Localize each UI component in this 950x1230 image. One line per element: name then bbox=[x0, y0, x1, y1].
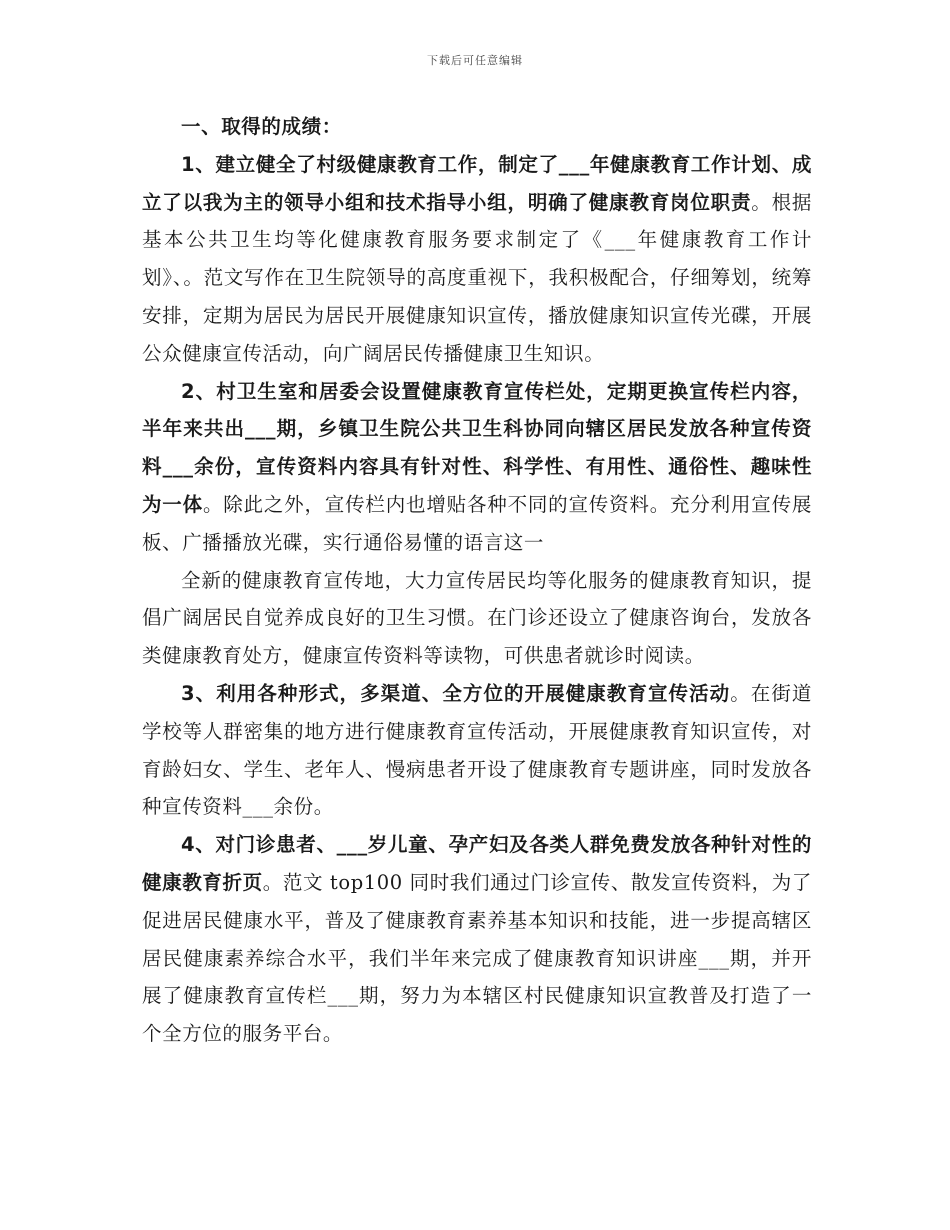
paragraph-1-body: 。根据基本公共卫生均等化健康教育服务要求制定了《___年健康教育工作计划》、。范文写作在卫生院领导的高度重视下，我积极配合，仔细筹划，统筹安排，定期为居民为居民开展健康知识宣传，播放健康知识宣传光碟，开展公众健康宣传活动，向广阔居民传播健康卫生知识。 bbox=[142, 190, 812, 365]
paragraph-4 bbox=[142, 675, 812, 826]
paragraph-2-body: 。除此之外，宣传栏内也增贴各种不同的宣传资料。充分利用宣传展板、广播播放光碟，实行通俗易懂的语言这一 bbox=[142, 492, 812, 554]
paragraph-3-body: 全新的健康教育宣传地，大力宣传居民均等化服务的健康教育知识，提倡广阔居民自觉养成良好的卫生习惯。在门诊还设立了健康咨询台，发放各类健康教育处方，健康宣传资料等读物，可供患者就诊时阅读。 bbox=[142, 568, 812, 668]
page-header-note: 下载后可任意编辑 bbox=[427, 54, 523, 67]
paragraph-4-lead: 3、利用各种形式，多渠道、全方位的开展健康教育宣传活动 bbox=[181, 681, 731, 705]
paragraph-1-lead: 1、建立健全了村级健康教育工作，制定了___年健康教育工作计划、成立了以我为主的领导小组和技术指导小组，明确了健康教育岗位职责 bbox=[142, 152, 812, 214]
paragraph-1 bbox=[142, 146, 812, 373]
document-body bbox=[142, 108, 812, 1053]
paragraph-2 bbox=[142, 373, 812, 562]
paragraph-5 bbox=[142, 826, 812, 1053]
paragraph-5-lead: 4、对门诊患者、___岁儿童、孕产妇及各类人群免费发放各种针对性的健康教育折页 bbox=[142, 833, 812, 894]
paragraph-2-lead: 2、村卫生室和居委会设置健康教育宣传栏处，定期更换宣传栏内容，半年来共出___期，乡镇卫生院公共卫生科协同向辖区居民发放各种宣传资料___余份，宣传资料内容具有针对性、科学性、有用性、通俗性、趣味性为一体 bbox=[142, 379, 812, 516]
section-heading bbox=[142, 108, 812, 146]
section-heading-text: 一、取得的成绩： bbox=[181, 115, 342, 138]
paragraph-5-body: 。范文 top100 同时我们通过门诊宣传、散发宣传资料，为了促进居民健康水平，普及了健康教育素养基本知识和技能，进一步提高辖区居民健康素养综合水平，我们半年来完成了健康教育知识讲座___期，并开展了健康教育宣传栏___期，努力为本辖区村民健康知识宣教普及打造了一个全方位的服务平台。 bbox=[142, 870, 812, 1046]
paragraph-4-body: 。在街道学校等人群密集的地方进行健康教育宣传活动，开展健康教育知识宣传，对育龄妇女、学生、老年人、慢病患者开设了健康教育专题讲座，同时发放各种宣传资料___余份。 bbox=[142, 681, 812, 819]
paragraph-3 bbox=[142, 562, 812, 675]
